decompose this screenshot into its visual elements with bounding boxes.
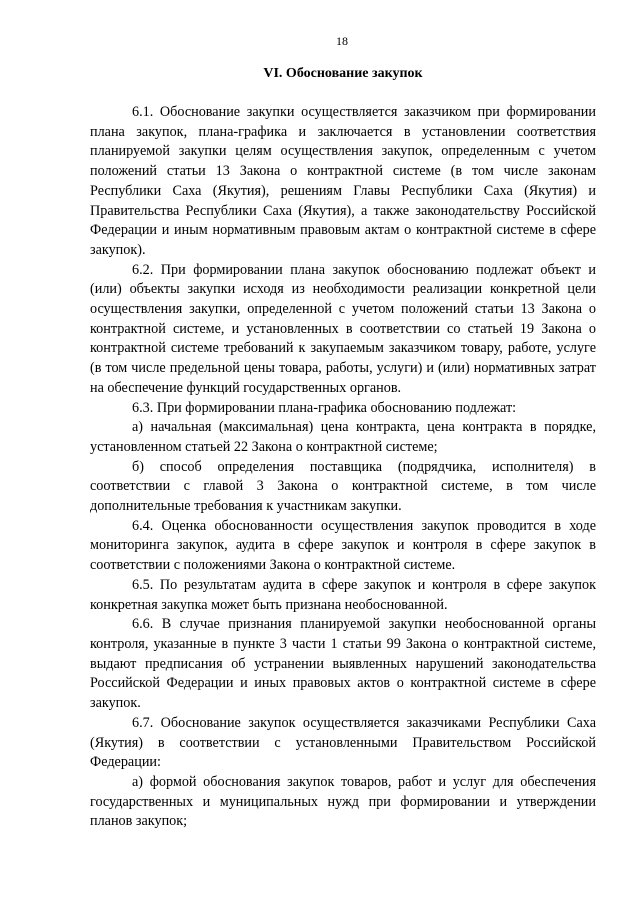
paragraph-6-1: 6.1. Обоснование закупки осуществляется заказчиком при формировании плана закупок, плана-графика и заключается в установлении соответствия планируемой закупки целям осуществления закупок, определенным с учетом положений статьи 13 Закона о контрактной системе (в том числе законам Республики Саха (Якутия), решениям Главы Республики Саха (Якутия) и Правительства Республики Саха (Якутия), а также законодательству Российской Федерации и иным нормативным правовым актам о контрактной системе в сфере закупок).: [90, 104, 596, 258]
paragraph-6-5: 6.5. По результатам аудита в сфере закупок и контроля в сфере закупок конкретная закупка может быть признана необоснованной.: [90, 576, 596, 613]
paragraph-6-3-b: б) способ определения поставщика (подрядчика, исполнителя) в соответствии с главой 3 Закона о контрактной системе, в том числе дополнительные требования к участникам закупки.: [90, 458, 596, 515]
paragraph-6-3-a: а) начальная (максимальная) цена контракта, цена контракта в порядке, установленном статьей 22 Закона о контрактной системе;: [90, 419, 596, 455]
section-title: VI. Обоснование закупок: [263, 66, 423, 81]
paragraph-6-3: 6.3. При формировании плана-графика обоснованию подлежат:: [132, 399, 517, 416]
paragraph-6-2: 6.2. При формировании плана закупок обоснованию подлежат объект и (или) объекты закупки исходя из необходимости реализации конкретной цели осуществления закупки, определенной с учетом положений статьи 13 Закона о контрактной системе, и установленных в соответствии со статьей 19 Закона о контрактной системе требований к закупаемым заказчиком товару, работе, услуге (в том числе предельной цены товара, работы, услуги) и (или) нормативных затрат на обеспечение функций государственных органов.: [90, 261, 596, 396]
document-body: [90, 103, 596, 832]
paragraph-6-4: 6.4. Оценка обоснованности осуществления закупок проводится в ходе мониторинга закупок, аудита в сфере закупок и контроля в сфере закупок в соответствии с положениями Закона о контрактной системе.: [90, 517, 596, 574]
paragraph-6-6: 6.6. В случае признания планируемой закупки необоснованной органы контроля, указанные в пункте 3 части 1 статьи 99 Закона о контрактной системе, выдают предписания об устранении выявленных нарушений законодательства Российской Федерации и иных правовых актов о контрактной системе в сфере закупок.: [90, 616, 596, 712]
paragraph-6-7: 6.7. Обоснование закупок осуществляется заказчиками Республики Саха (Якутия) в соответствии с установленными Правительством Российской Федерации:: [90, 714, 596, 771]
page-number: 18: [336, 34, 348, 48]
paragraph-6-7-a: а) формой обоснования закупок товаров, работ и услуг для обеспечения государственных и муниципальных нужд при формировании и утверждении планов закупок;: [90, 773, 596, 830]
